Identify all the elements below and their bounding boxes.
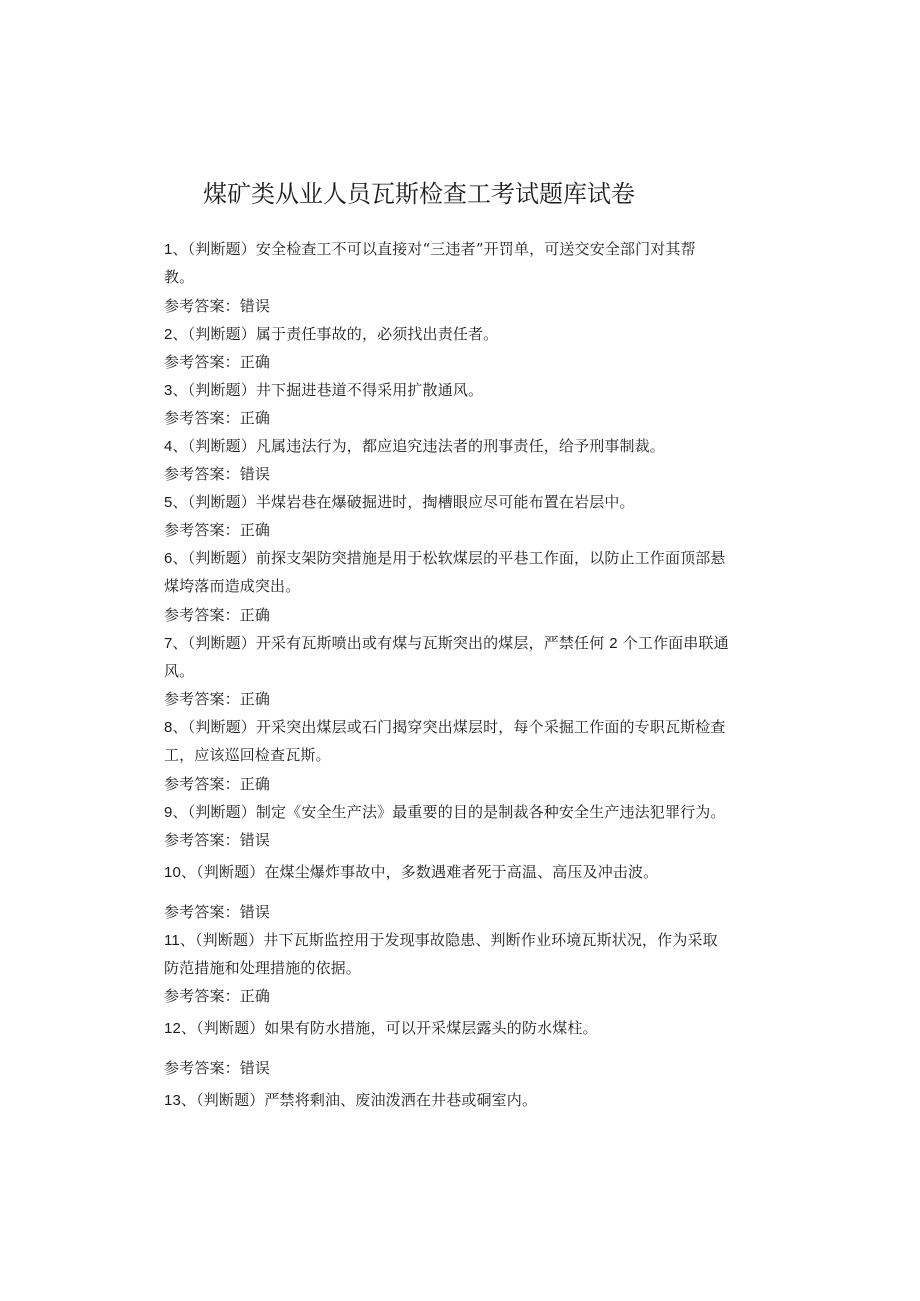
answer-label: 参考答案：: [164, 606, 240, 624]
answer-label: 参考答案：: [164, 297, 240, 315]
question-text: 、（判断题）属于责任事故的，必须找出责任者。: [172, 325, 499, 343]
question-number: 10: [164, 864, 181, 881]
question-5: [164, 492, 754, 513]
answer-label: 参考答案：: [164, 775, 240, 793]
answer-3: [164, 408, 754, 428]
answer-value: 正确: [239, 353, 271, 371]
question-text: 、（判断题）凡属违法行为，都应追究违法者的刑事责任，给予刑事制裁。: [172, 437, 665, 455]
answer-9: [164, 830, 754, 850]
question-text-continued: 教。: [164, 268, 195, 286]
answer-value: 正确: [239, 521, 271, 539]
question-number: 2: [164, 326, 173, 343]
answer-label: 参考答案：: [164, 465, 240, 483]
answer-label: 参考答案：: [164, 987, 240, 1005]
answer-value: 错误: [239, 297, 271, 315]
question-12: [164, 1018, 754, 1039]
question-text: 、（判断题）制定《安全生产法》最重要的目的是制裁各种安全生产违法犯罪行为。: [172, 803, 726, 821]
question-4: [164, 436, 754, 457]
inline-number: 2: [609, 635, 618, 652]
answer-label: 参考答案：: [164, 409, 240, 427]
question-number: 9: [164, 804, 173, 821]
question-text: 、（判断题）井下瓦斯监控用于发现事故隐患、判断作业环境瓦斯状况，作为采取: [179, 931, 718, 949]
question-text: 个工作面串联通: [622, 634, 729, 652]
question-number: 6: [164, 550, 173, 567]
answer-label: 参考答案：: [164, 521, 240, 539]
answer-value: 正确: [239, 690, 271, 708]
answer-5: [164, 520, 754, 540]
answer-2: [164, 352, 754, 372]
question-1: [164, 239, 754, 260]
page-title: 煤矿类从业人员瓦斯检查工考试题库试卷: [203, 180, 635, 208]
answer-value: 错误: [239, 465, 271, 483]
answer-label: 参考答案：: [164, 831, 240, 849]
question-text: 、（判断题）安全检查工不可以直接对“三违者”开罚单，可送交安全部门对其帮: [172, 240, 696, 258]
question-number: 12: [164, 1020, 181, 1037]
question-text-continued: 防范措施和处理措施的依据。: [164, 959, 361, 977]
question-text: 、（判断题）在煤尘爆炸事故中，多数遇难者死于高温、高压及冲击波。: [181, 863, 659, 881]
question-text: 、（判断题）开采突出煤层或石门揭穿突出煤层时，每个采掘工作面的专职瓦斯检查: [172, 718, 726, 736]
question-10: [164, 862, 754, 883]
question-text-continued: 煤垮落而造成突出。: [164, 577, 301, 595]
question-text: 、（判断题）开采有瓦斯喷出或有煤与瓦斯突出的煤层，严禁任何: [172, 634, 605, 652]
question-text: 、（判断题）半煤岩巷在爆破掘进时，掏槽眼应尽可能布置在岩层中。: [172, 493, 635, 511]
answer-label: 参考答案：: [164, 1059, 240, 1077]
answer-4: [164, 464, 754, 484]
question-text-continued: 工，应该巡回检查瓦斯。: [164, 746, 331, 764]
question-8: [164, 717, 754, 738]
answer-value: 错误: [239, 831, 271, 849]
question-number: 3: [164, 382, 173, 399]
question-text: 、（判断题）井下掘进巷道不得采用扩散通风。: [172, 381, 484, 399]
question-number: 11: [164, 932, 180, 949]
answer-label: 参考答案：: [164, 903, 240, 921]
answer-value: 正确: [239, 409, 271, 427]
answer-value: 正确: [239, 606, 271, 624]
question-2: [164, 324, 754, 345]
answer-8: [164, 774, 754, 794]
answer-1: [164, 296, 754, 316]
question-number: 8: [164, 719, 173, 736]
answer-value: 正确: [239, 987, 271, 1005]
answer-7: [164, 689, 754, 709]
answer-value: 错误: [239, 1059, 271, 1077]
question-3: [164, 380, 754, 401]
question-7: [164, 633, 754, 654]
question-11: [164, 930, 754, 951]
question-number: 1: [164, 241, 173, 258]
question-text-continued: 风。: [164, 662, 195, 680]
question-13: [164, 1090, 754, 1111]
answer-6: [164, 605, 754, 625]
question-number: 13: [164, 1092, 181, 1109]
question-text: 、（判断题）前探支架防突措施是用于松软煤层的平巷工作面，以防止工作面顶部悬: [172, 549, 726, 567]
answer-12: [164, 1058, 754, 1078]
question-number: 4: [164, 438, 173, 455]
answer-value: 正确: [239, 775, 271, 793]
question-6: [164, 548, 754, 569]
answer-10: [164, 902, 754, 922]
question-9: [164, 802, 754, 823]
answer-value: 错误: [239, 903, 271, 921]
question-text: 、（判断题）如果有防水措施，可以开采煤层露头的防水煤柱。: [181, 1019, 598, 1037]
answer-label: 参考答案：: [164, 690, 240, 708]
answer-label: 参考答案：: [164, 353, 240, 371]
question-number: 7: [164, 635, 173, 652]
answer-11: [164, 986, 754, 1006]
question-number: 5: [164, 494, 173, 511]
question-text: 、（判断题）严禁将剩油、废油泼洒在井巷或硐室内。: [181, 1091, 538, 1109]
